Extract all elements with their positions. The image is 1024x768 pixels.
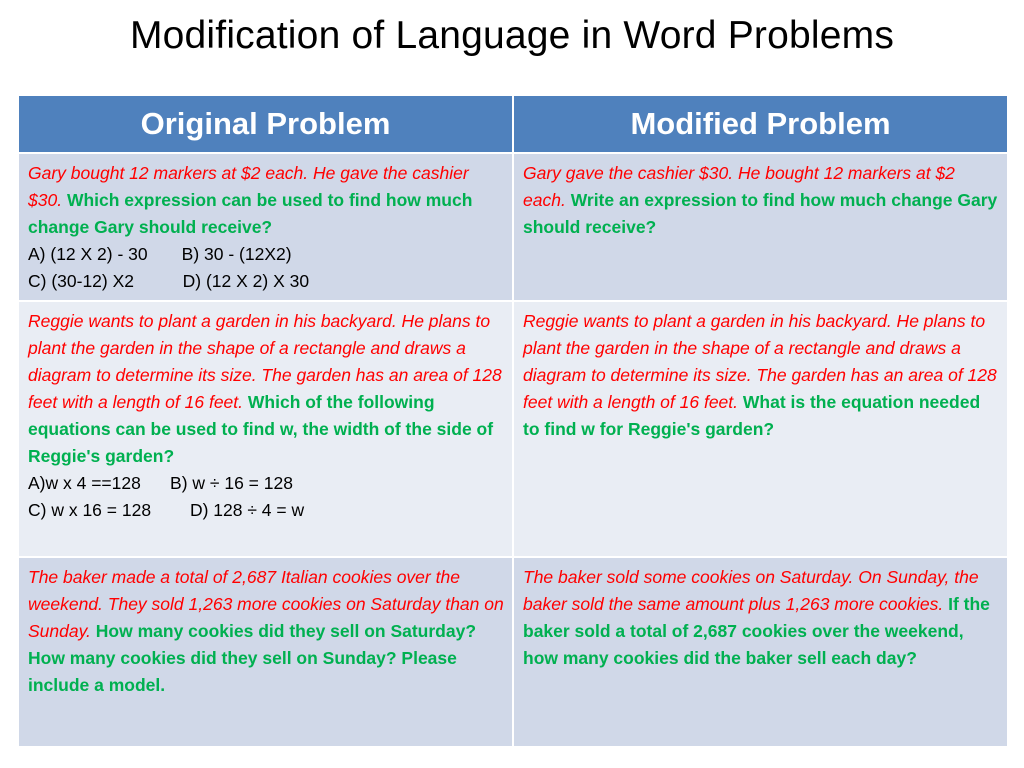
answer-choices-line: A)w x 4 ==128 B) w ÷ 16 = 128 — [28, 473, 293, 493]
modified-problem-cell — [513, 153, 1008, 301]
problem-question: How many cookies did they sell on Saturday? How many cookies did they sell on Sunday? Please include a model. — [28, 621, 477, 695]
original-problem-cell — [18, 153, 513, 301]
table-row — [18, 153, 1008, 301]
modified-problem-cell — [513, 301, 1008, 557]
problem-question: Which of the following equations can be used to find w, the width of the side of Reggie's garden? — [28, 392, 494, 466]
problem-context: Reggie wants to plant a garden in his backyard. He plans to plant the garden in the shape of a rectangle and draws a diagram to determine its size. The garden has an area of 128 feet with a length of 16 feet. — [523, 311, 997, 412]
answer-choices-line: C) (30-12) X2 D) (12 X 2) X 30 — [28, 271, 310, 291]
answer-choices-line: C) w x 16 = 128 D) 128 ÷ 4 = w — [28, 500, 305, 520]
problem-question: Write an expression to find how much change Gary should receive? — [523, 190, 998, 237]
problem-question: What is the equation needed to find w for Reggie's garden? — [523, 392, 981, 439]
modified-problem-cell — [513, 557, 1008, 747]
problem-context: The baker sold some cookies on Saturday. On Sunday, the baker sold the same amount plus 1,263 more cookies. — [523, 567, 979, 614]
problem-context: Reggie wants to plant a garden in his backyard. He plans to plant the garden in the shape of a rectangle and draws a diagram to determine its size. The garden has an area of 128 feet with a length of 16 feet. — [28, 311, 502, 412]
slide-title: Modification of Language in Word Problems — [129, 14, 895, 57]
comparison-table — [17, 94, 1009, 748]
problem-context: Gary gave the cashier $30. He bought 12 markers at $2 each. — [523, 163, 955, 210]
problem-question: If the baker sold a total of 2,687 cookies over the weekend, how many cookies did the baker sell each day? — [523, 594, 990, 668]
problem-context: The baker made a total of 2,687 Italian cookies over the weekend. They sold 1,263 more cookies on Saturday than on Sunday. — [28, 567, 504, 641]
header-modified-problem: Modified Problem — [513, 95, 1008, 153]
answer-choices-line: A) (12 X 2) - 30 B) 30 - (12X2) — [28, 244, 292, 264]
original-problem-cell — [18, 301, 513, 557]
original-problem-cell — [18, 557, 513, 747]
table-row — [18, 301, 1008, 557]
problem-question: Which expression can be used to find how much change Gary should receive? — [28, 190, 473, 237]
problem-context: Gary bought 12 markers at $2 each. He gave the cashier $30. — [28, 163, 469, 210]
header-original-problem: Original Problem — [18, 95, 513, 153]
header-row — [18, 95, 1008, 153]
table-row — [18, 557, 1008, 747]
